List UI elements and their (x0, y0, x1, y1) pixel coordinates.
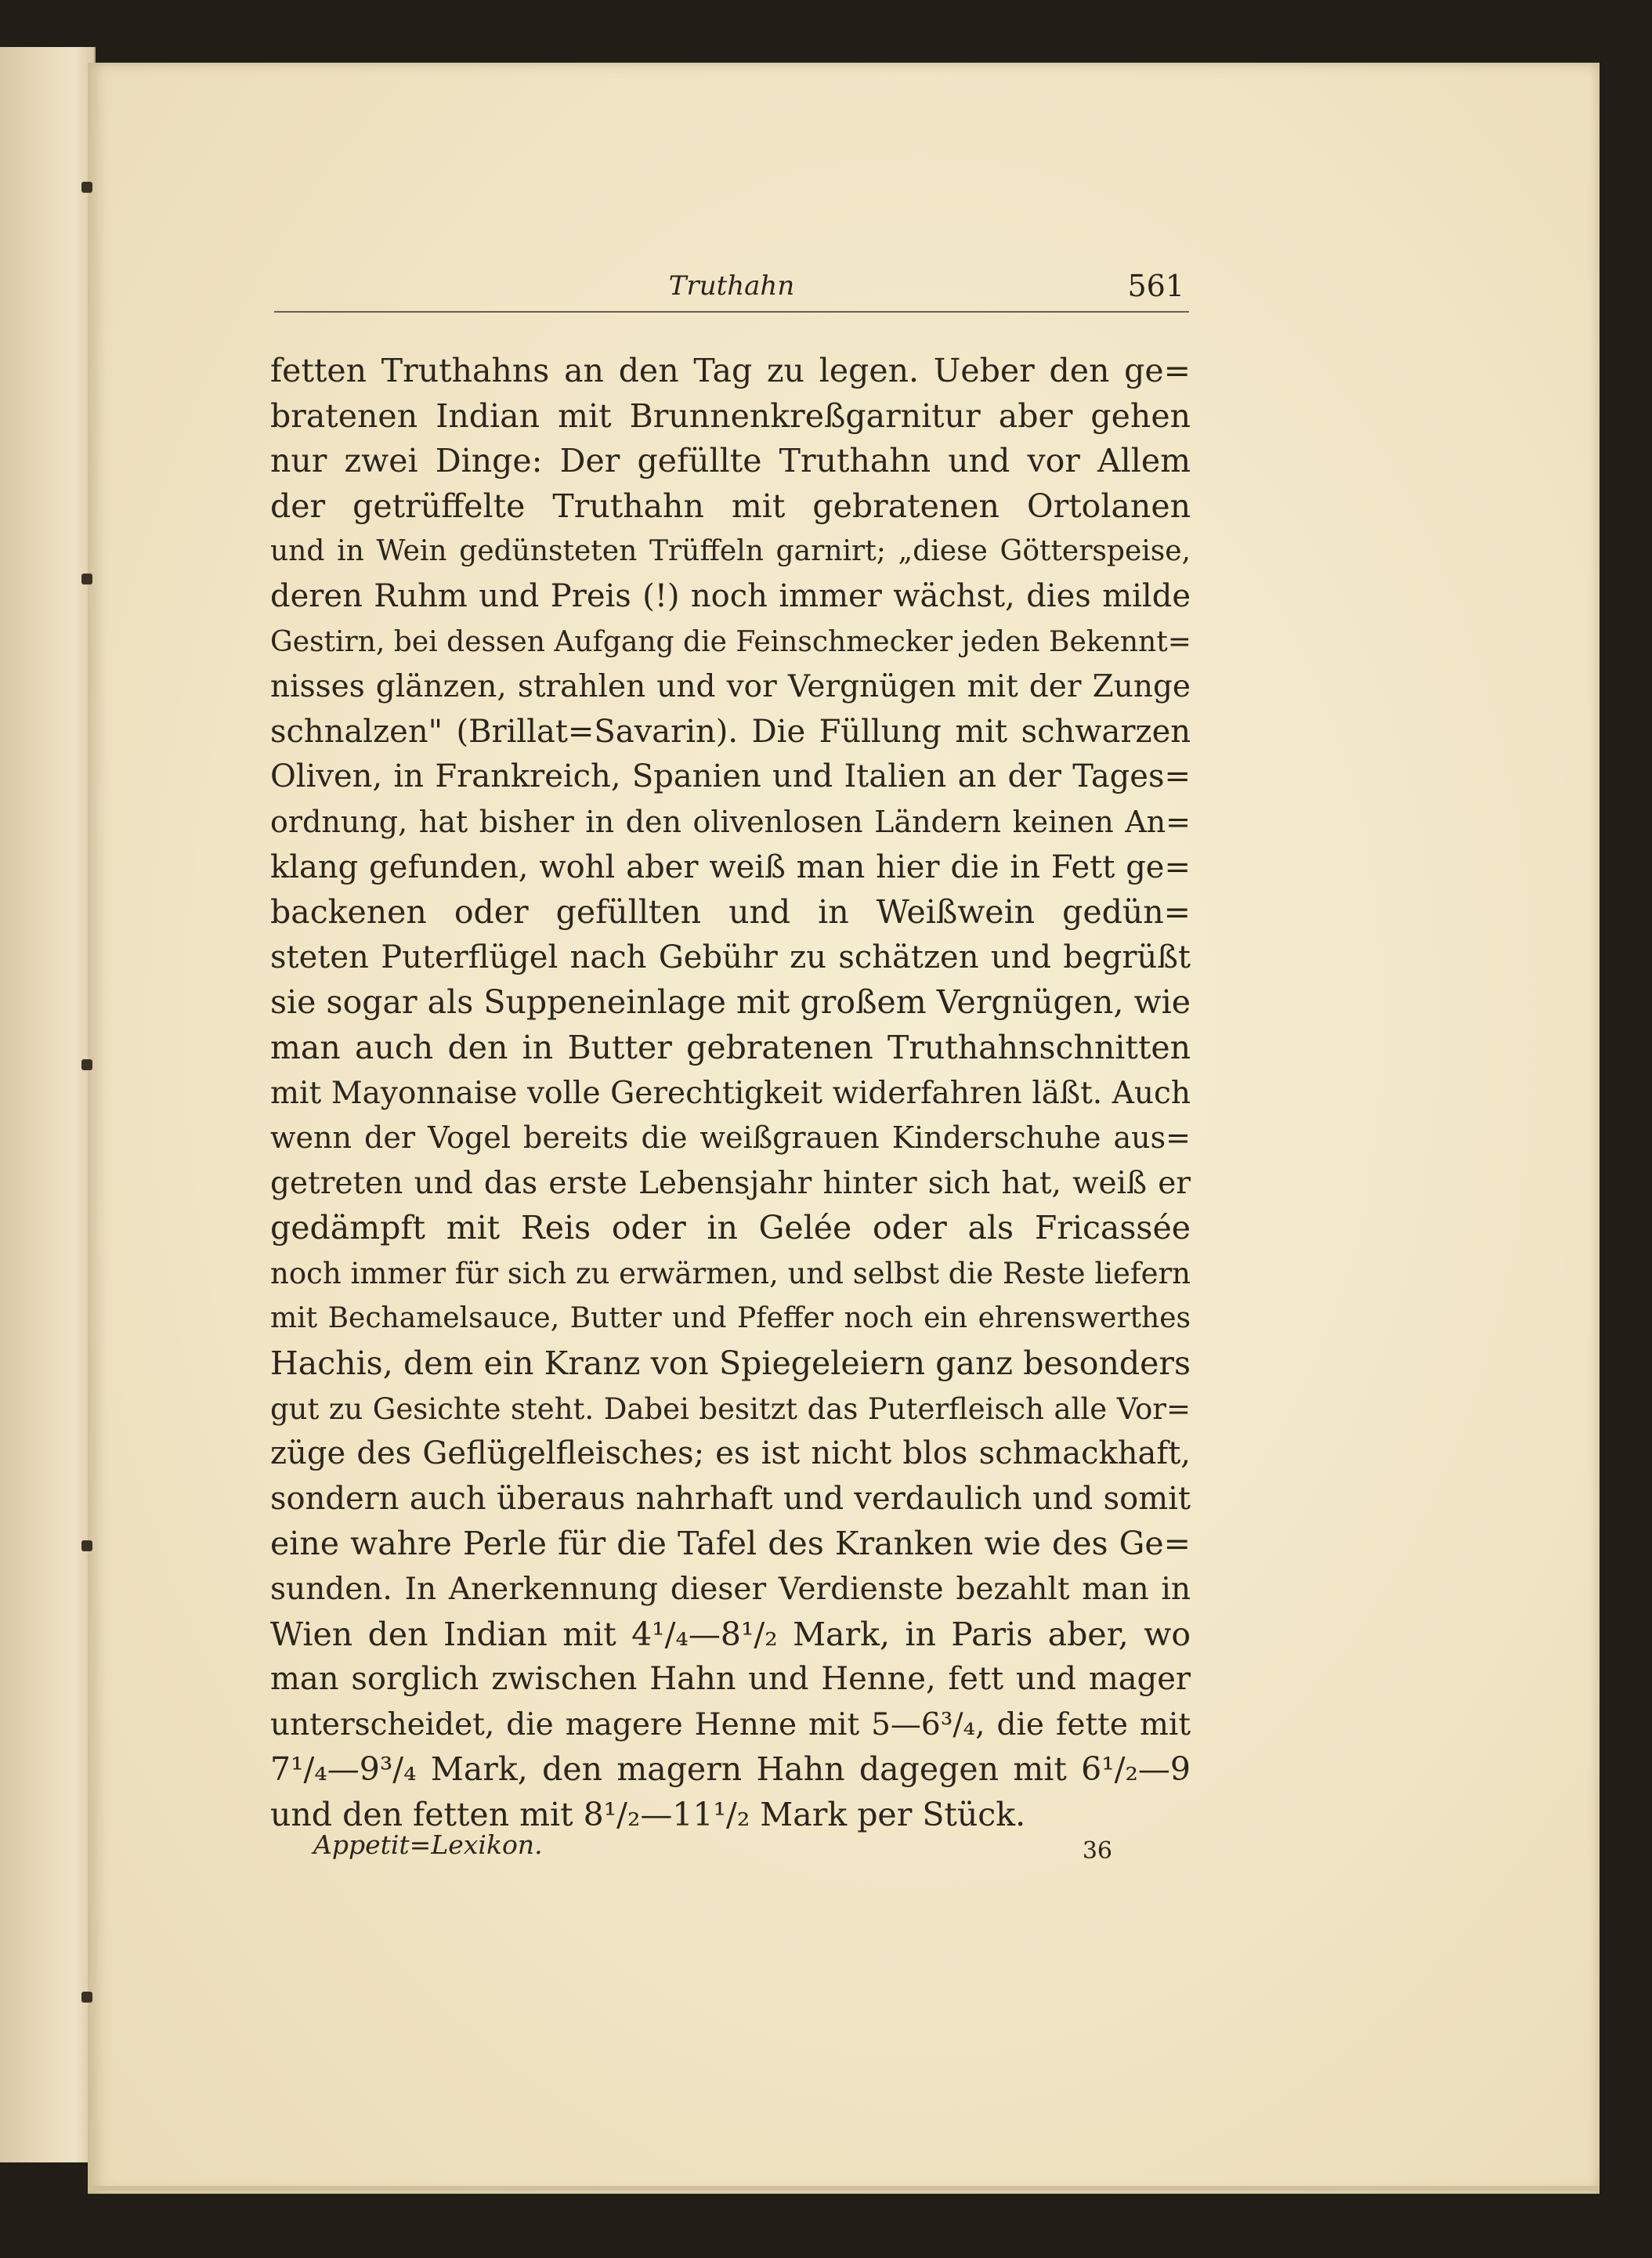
book-title: Appetit=Lexikon. (313, 1829, 543, 1860)
text-line: eine wahre Perle für die Tafel des Kranken wie des Ge= (270, 1525, 1191, 1563)
binding-stitch (81, 574, 92, 584)
text-line: gut zu Gesichte steht. Dabei besitzt das Puterfleisch alle Vor= (270, 1391, 1191, 1426)
text-line: ordnung, hat bisher in den olivenlosen Ländern keinen An= (270, 804, 1191, 839)
text-line: klang gefunden, wohl aber weiß man hier die in Fett ge= (270, 849, 1191, 885)
text-line: getreten und das erste Lebensjahr hinter sich hat, weiß er (270, 1165, 1191, 1201)
text-line: gedämpft mit Reis oder in Gelée oder als Fricassée (270, 1209, 1191, 1247)
page-footer (313, 1829, 1112, 1869)
text-line: bratenen Indian mit Brunnenkreßgarnitur aber gehen (270, 396, 1191, 435)
text-line: deren Ruhm und Preis (!) noch immer wächst, dies milde (270, 577, 1191, 614)
text-line: 7¹/₄—9³/₄ Mark, den magern Hahn dagegen mit 6¹/₂—9 (270, 1750, 1191, 1789)
text-line: sondern auch überaus nahrhaft und verdaulich und somit (270, 1480, 1191, 1517)
text-line: sie sogar als Suppeneinlage mit großem Vergnügen, wie (270, 983, 1191, 1022)
text-line: züge des Geflügelfleisches; es ist nicht blos schmackhaft, (270, 1435, 1191, 1472)
text-line: nur zwei Dinge: Der gefüllte Truthahn und vor Allem (270, 442, 1191, 480)
text-line: Gestirn, bei dessen Aufgang die Feinschmecker jeden Bekennt= (270, 625, 1191, 658)
text-line: backenen oder gefüllten und in Weißwein gedün= (270, 893, 1191, 932)
running-head: Truthahn (668, 270, 795, 302)
text-line: noch immer für sich zu erwärmen, und selbst die Reste liefern (270, 1256, 1191, 1290)
text-line: Hachis, dem ein Kranz von Spiegeleiern ganz besonders (270, 1344, 1191, 1383)
text-line: sunden. In Anerkennung dieser Verdienste bezahlt man in (270, 1572, 1191, 1608)
binding-stitch (81, 1540, 92, 1551)
text-line: mit Bechamelsauce, Butter und Pfeffer noch ein ehrenswerthes (270, 1302, 1191, 1335)
text-line: wenn der Vogel bereits die weißgrauen Kinderschuhe aus= (270, 1120, 1191, 1156)
text-line: unterscheidet, die magere Henne mit 5—6³/₄, die fette mit (270, 1706, 1191, 1742)
binding-stitch (81, 1992, 92, 2003)
text-line: der getrüffelte Truthahn mit gebratenen Ortolanen (270, 487, 1191, 525)
signature-mark: 36 (1082, 1837, 1112, 1865)
text-line: nisses glänzen, strahlen und vor Vergnügen mit der Zunge (270, 669, 1191, 705)
binding-stitch (81, 182, 92, 193)
text-line: man sorglich zwischen Hahn und Henne, fett und mager (270, 1661, 1191, 1698)
text-line: und in Wein gedünsteten Trüffeln garnirt; „diese Götterspeise, (270, 535, 1191, 568)
text-line: steten Puterflügel nach Gebühr zu schätzen und begrüßt (270, 939, 1191, 975)
body-text (270, 349, 1191, 1838)
text-line: fetten Truthahns an den Tag zu legen. Ueber den ge= (270, 352, 1191, 389)
text-line: man auch den in Butter gebratenen Truthahnschnitten (270, 1028, 1191, 1066)
text-line: schnalzen" (Brillat=Savarin). Die Füllung mit schwarzen (270, 713, 1191, 750)
binding-stitch (81, 1059, 92, 1070)
page-number: 561 (1127, 269, 1184, 303)
left-page-edge (0, 47, 96, 2162)
page-bottom-edge (88, 2186, 1600, 2191)
text-line: Oliven, in Frankreich, Spanien und Italien an der Tages= (270, 758, 1191, 795)
page-header (274, 270, 1189, 313)
text-line: mit Mayonnaise volle Gerechtigkeit widerfahren läßt. Auch (270, 1075, 1191, 1111)
text-line: Wien den Indian mit 4¹/₄—8¹/₂ Mark, in Paris aber, wo (270, 1615, 1191, 1653)
text-line: und den fetten mit 8¹/₂—11¹/₂ Mark per Stück. (270, 1796, 1026, 1833)
